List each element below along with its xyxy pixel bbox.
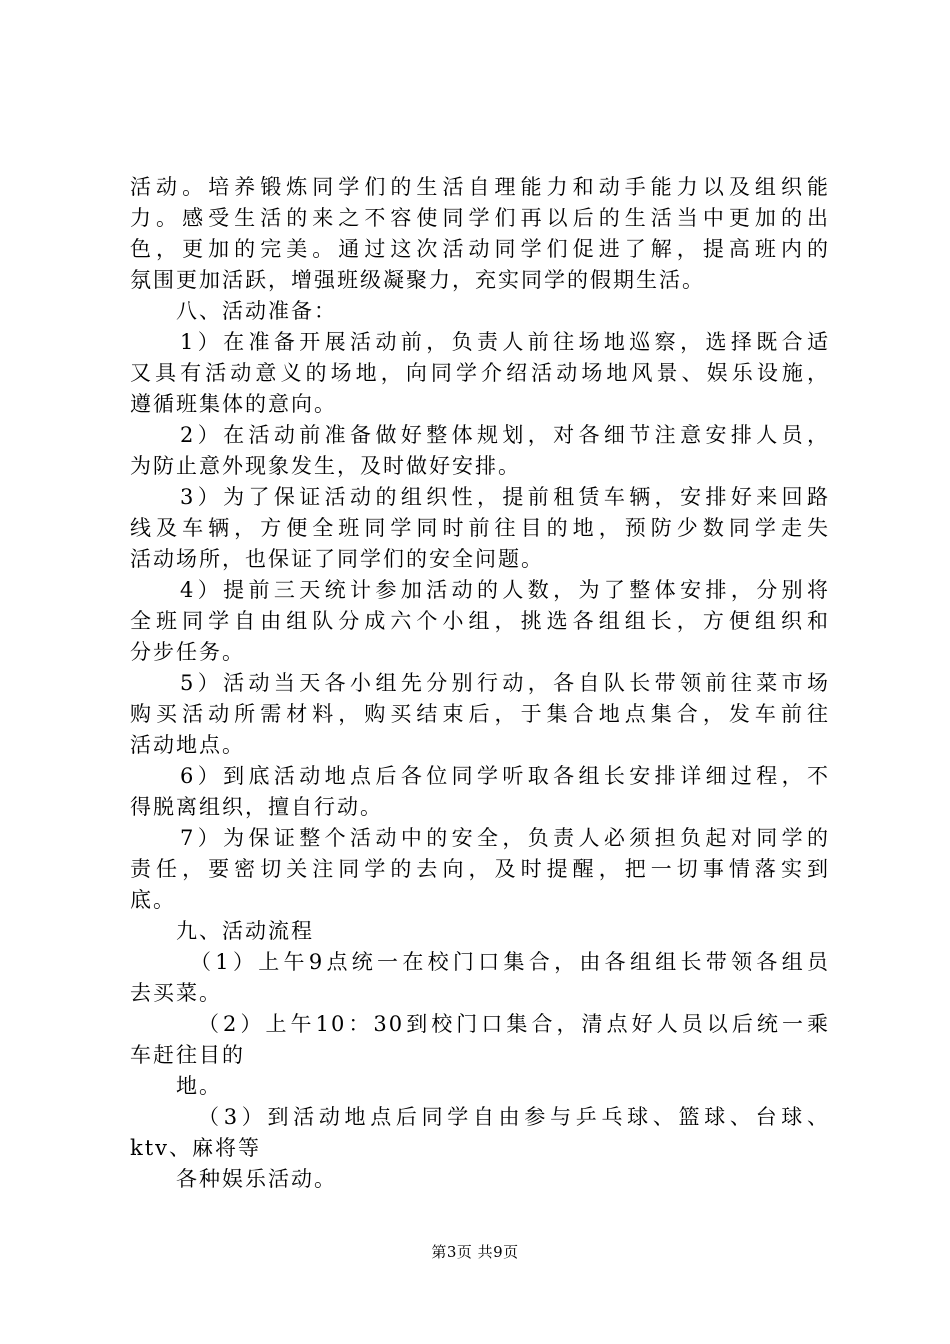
text-line: 3）为了保证活动的组织性，提前租赁车辆，安排好来回路 [180,485,830,509]
text-line: 底。 [130,888,176,912]
text-line: 活动场所，也保证了同学们的安全问题。 [130,547,544,571]
text-line: 责任，要密切关注同学的去向，及时提醒，把一切事情落实到 [130,857,830,881]
text-line: 地。 [176,1074,222,1098]
text-line: 色，更加的完美。通过这次活动同学们促进了解，提高班内的 [130,237,830,261]
text-line: 线及车辆，方便全班同学同时前往目的地，预防少数同学走失 [130,516,830,540]
text-line: 力。感受生活的来之不容使同学们再以后的生活当中更加的出 [130,206,830,230]
text-line: （3）到活动地点后同学自由参与乒乓球、篮球、台球、 [198,1105,830,1129]
text-line: 活动。培养锻炼同学们的生活自理能力和动手能力以及组织能 [130,175,830,199]
text-line: 活动地点。 [130,733,245,757]
text-line: 去买菜。 [130,981,222,1005]
text-line: 4）提前三天统计参加活动的人数，为了整体安排，分别将 [180,578,830,602]
text-line: 分步任务。 [130,640,245,664]
section-heading: 九、活动流程 [176,919,314,943]
text-line: 得脱离组织，擅自行动。 [130,795,383,819]
text-line: （2）上午10：30到校门口集合，清点好人员以后统一乘 [198,1012,830,1036]
text-line: 全班同学自由组队分成六个小组，挑选各组组长，方便组织和 [130,609,830,633]
text-line: 1）在准备开展活动前，负责人前往场地巡察，选择既合适 [180,330,830,354]
text-line: 车赶往目的 [130,1043,245,1067]
text-line: （1）上午9点统一在校门口集合，由各组组长带领各组员 [190,950,830,974]
text-line: 各种娱乐活动。 [176,1167,337,1191]
text-line: 购买活动所需材料，购买结束后，于集合地点集合，发车前往 [130,702,830,726]
section-heading: 八、活动准备： [176,299,337,323]
text-line: 7）为保证整个活动中的安全，负责人必须担负起对同学的 [180,826,830,850]
text-line: 氛围更加活跃，增强班级凝聚力，充实同学的假期生活。 [130,268,705,292]
text-line: ktv、麻将等 [130,1136,262,1160]
text-line: 遵循班集体的意向。 [130,392,337,416]
text-line: 5）活动当天各小组先分别行动，各自队长带领前往菜市场 [180,671,830,695]
text-line: 6）到底活动地点后各位同学听取各组长安排详细过程，不 [180,764,830,788]
page-number-footer: 第3页 共9页 [431,1243,519,1261]
document-body [130,172,830,1195]
text-line: 为防止意外现象发生，及时做好安排。 [130,454,521,478]
text-line: 又具有活动意义的场地，向同学介绍活动场地风景、娱乐设施， [130,361,830,385]
text-line: 2）在活动前准备做好整体规划，对各细节注意安排人员， [180,423,830,447]
